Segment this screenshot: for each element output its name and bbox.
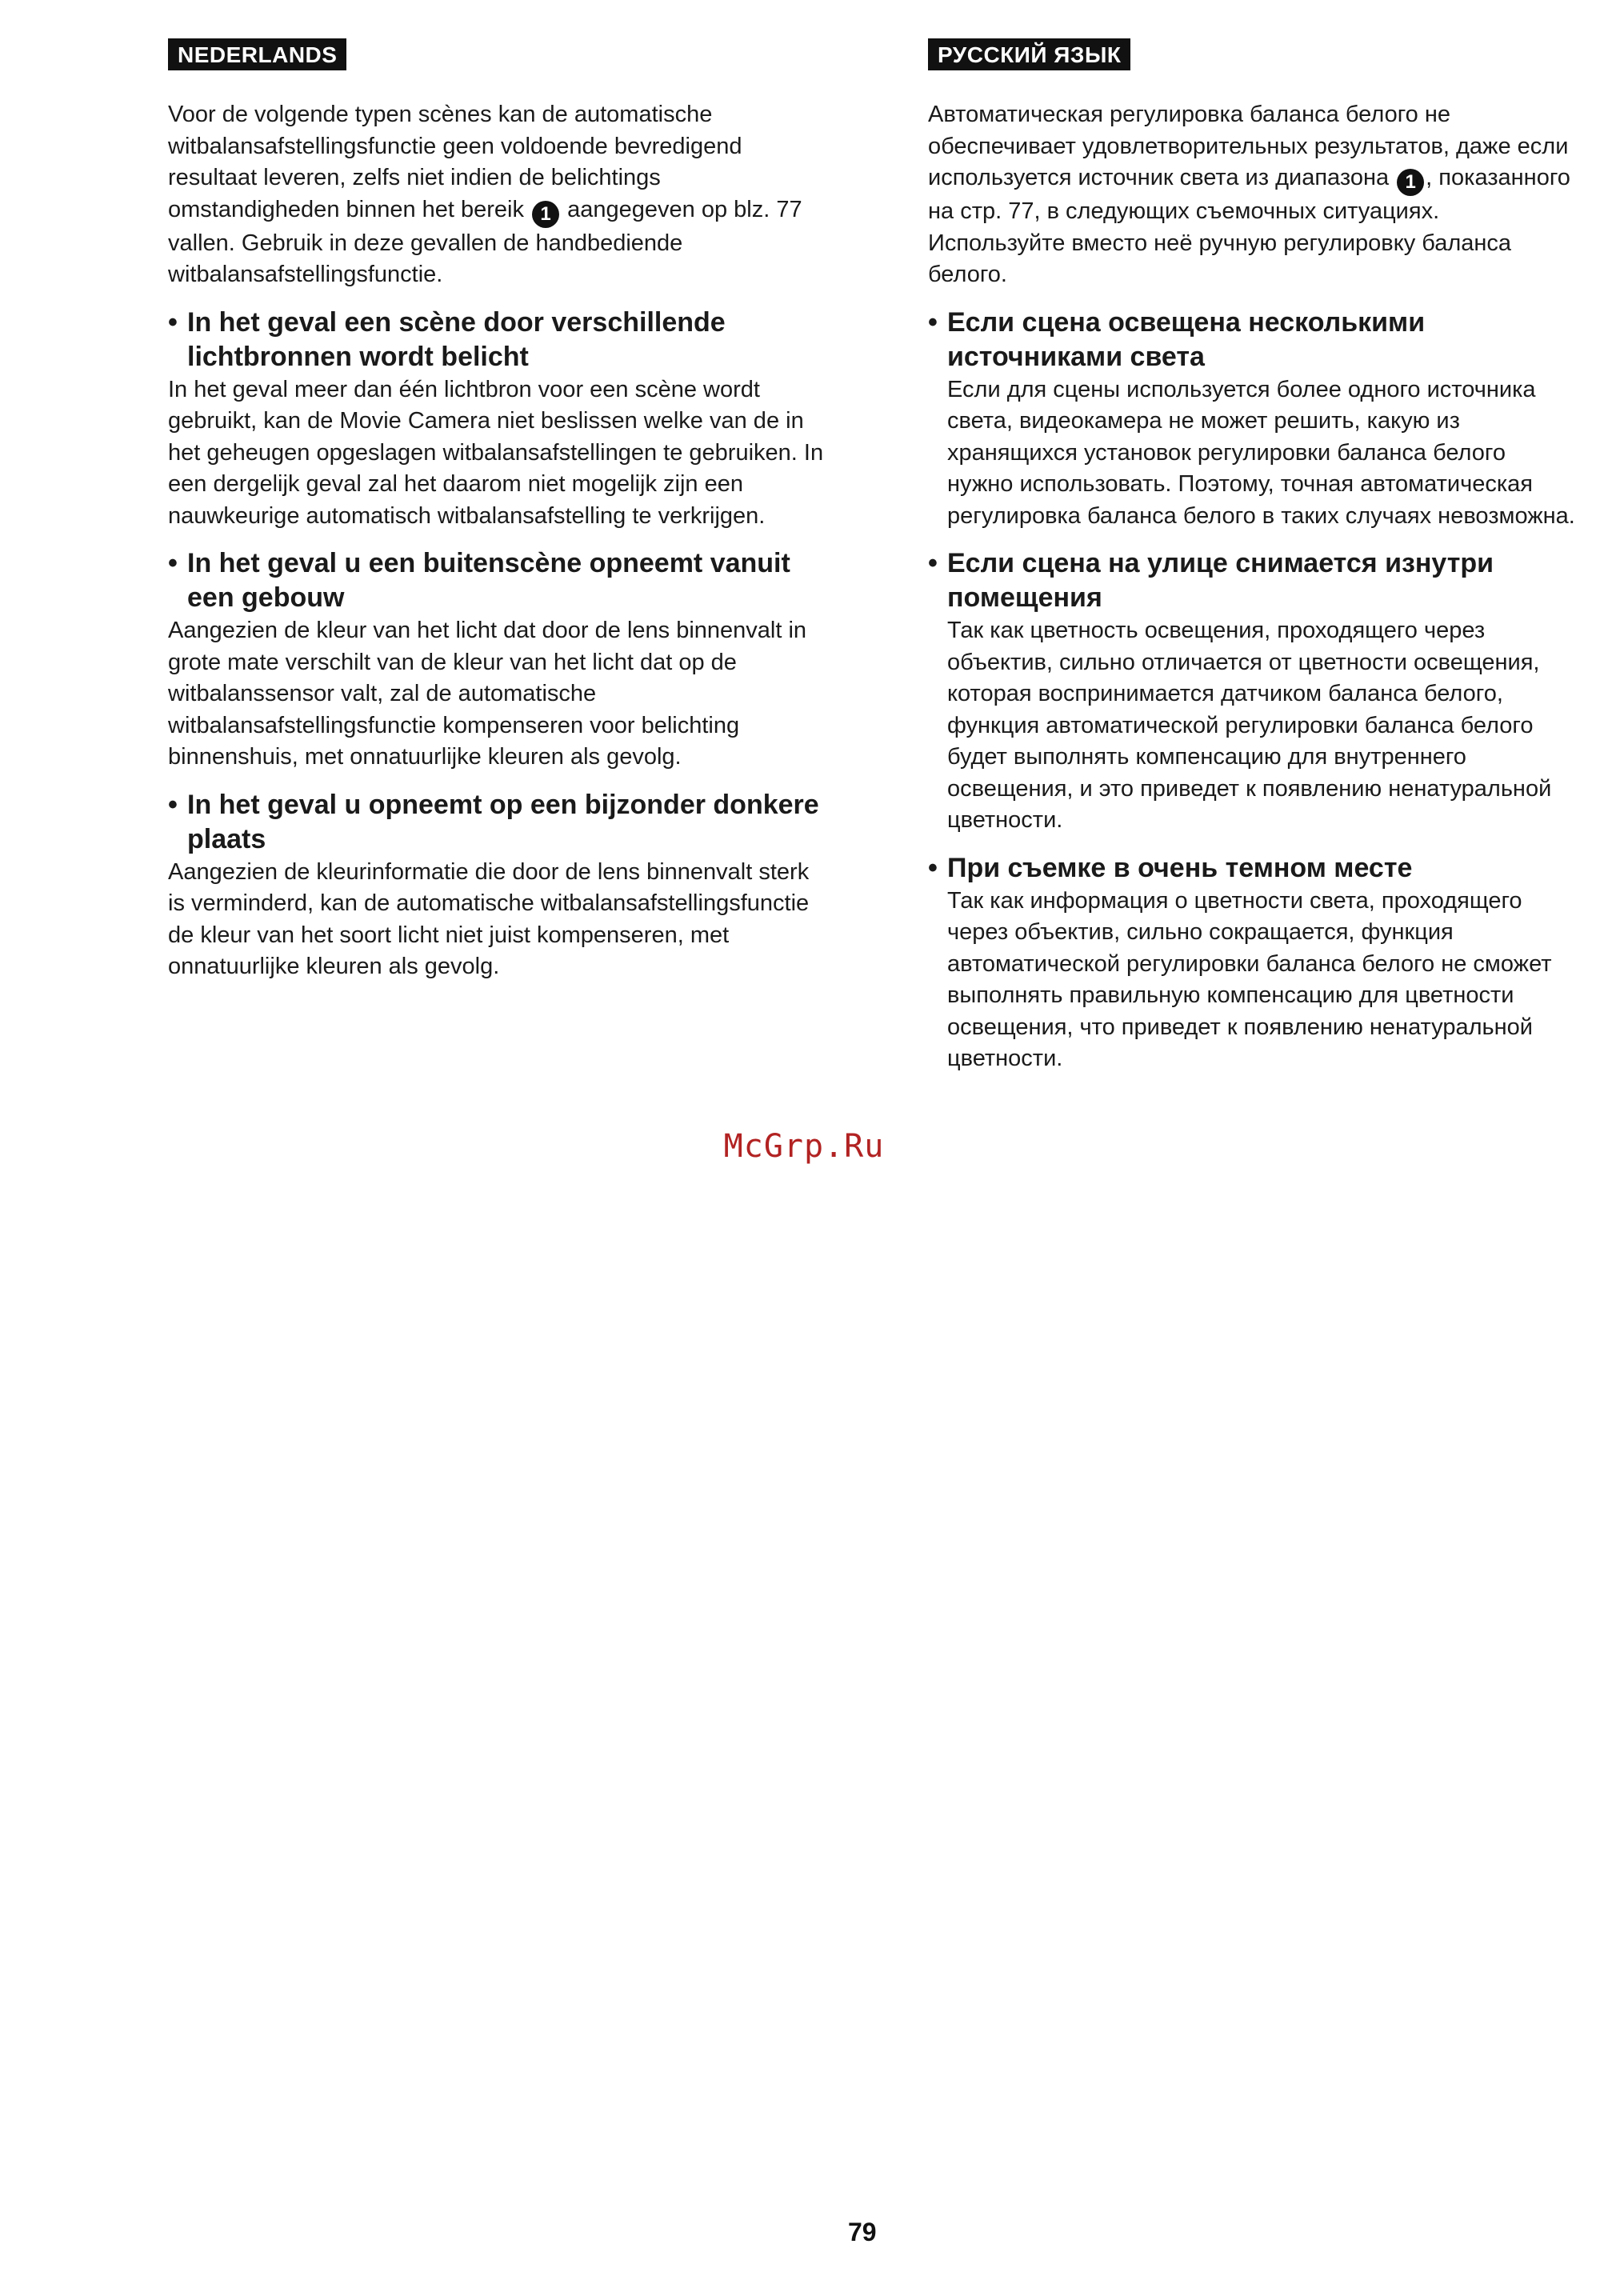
column-russian xyxy=(928,38,1576,1075)
section-body: Так как информация о цветности света, проходящего через объектив, сильно сокращается, функция автоматической регулировки баланса белого не сможет выполнять правильную компенсацию для цветности освещения, что приведет к появлению ненатуральной цветности. xyxy=(947,887,1552,1071)
section-multiple-light-sources xyxy=(168,306,824,533)
section-outdoor-from-building xyxy=(928,546,1576,837)
section-title: • При съемке в очень темном месте xyxy=(928,851,1576,886)
range-number-icon: 1 xyxy=(532,201,559,228)
section-dark-place xyxy=(928,851,1576,1075)
intro-text-end: aangegeven op blz. 77 vallen. Gebruik in deze gevallen de handbediende witbalansafstellingsfunctie. xyxy=(168,196,802,287)
page-number: 79 xyxy=(848,2218,877,2246)
section-multiple-light-sources xyxy=(928,306,1576,533)
intro-paragraph-dutch xyxy=(168,99,824,291)
range-number-icon: 1 xyxy=(1397,169,1424,196)
bullet-icon: • xyxy=(168,548,178,578)
language-tag-dutch: NEDERLANDS xyxy=(168,38,346,70)
section-title: • Если сцена освещена несколькими источниками света xyxy=(928,306,1426,372)
section-body: Aangezien de kleurinformatie die door de lens binnenvalt sterk is verminderd, kan de automatische witbalansafstellingsfunctie de kleur van het soort licht niet juist kompenseren, met onnatuurlijke kleuren als gevolg. xyxy=(168,858,810,979)
intro-paragraph-russian xyxy=(928,99,1576,291)
bullet-icon: • xyxy=(168,306,178,338)
column-dutch xyxy=(168,38,824,983)
section-body: In het geval meer dan één lichtbron voor een scène wordt gebruikt, kan de Movie Camera niet beslissen welke van de in het geheugen opgeslagen witbalansafstellingen te gebruiken. In een dergelijk geval zal het daarom niet mogelijk zijn een nauwkeurige automatisch witbalansafstelling te verkrijgen. xyxy=(168,376,824,529)
intro-text-start: Voor de volgende typen scènes kan de automatische witbalansafstellingsfunctie geen voldoende bevredigend resultaat leveren, zelfs niet indien de belichtings omstandigheden binnen het bereik xyxy=(168,102,742,222)
section-title: • Если сцена на улице снимается изнутри помещения xyxy=(928,548,1494,613)
intro-text-end: , показанного на стр. 77, в следующих съемочных ситуациях. Используйте вместо неё ручную регулировку баланса белого. xyxy=(928,165,1570,287)
section-dark-place xyxy=(168,788,824,983)
bullet-icon: • xyxy=(928,548,938,578)
bullet-icon: • xyxy=(928,306,938,338)
bullet-icon: • xyxy=(928,852,938,883)
section-title: • In het geval u opneemt op een bijzonder donkere plaats xyxy=(168,789,819,854)
section-title: • In het geval een scène door verschillende lichtbronnen wordt belicht xyxy=(168,306,726,372)
watermark: McGrp.Ru xyxy=(723,1128,885,1165)
section-outdoor-from-building xyxy=(168,546,824,774)
language-tag-russian: РУССКИЙ ЯЗЫК xyxy=(928,38,1130,70)
section-title: • In het geval u een buitenscène opneemt vanuit een gebouw xyxy=(168,548,790,613)
intro-text-start: Автоматическая регулировка баланса белого не обеспечивает удовлетворительных результатов, даже если используется источник света из диапазона xyxy=(928,102,1569,190)
section-body: Aangezien de kleur van het licht dat door de lens binnenvalt in grote mate verschilt van de kleur van het licht dat op de witbalanssensor valt, zal de automatische witbalansafstellingsfunctie kompenseren voor belichting binnenshuis, met onnatuurlijke kleuren als gevolg. xyxy=(168,618,807,770)
bullet-icon: • xyxy=(168,789,178,820)
section-body: Так как цветность освещения, проходящего через объектив, сильно отличается от цветности освещения, которая воспринимается датчиком баланса белого, функция автоматической регулировки баланса белого будет выполнять компенсацию для внутреннего освещения, и это приведет к появлению ненатуральной цветности. xyxy=(947,618,1552,833)
section-body: Если для сцены используется более одного источника света, видеокамера не может решить, какую из хранящихся установок регулировки баланса белого нужно использовать. Поэтому, точная автоматическая регулировка баланса белого в таких случаях невозможна. xyxy=(947,376,1575,529)
